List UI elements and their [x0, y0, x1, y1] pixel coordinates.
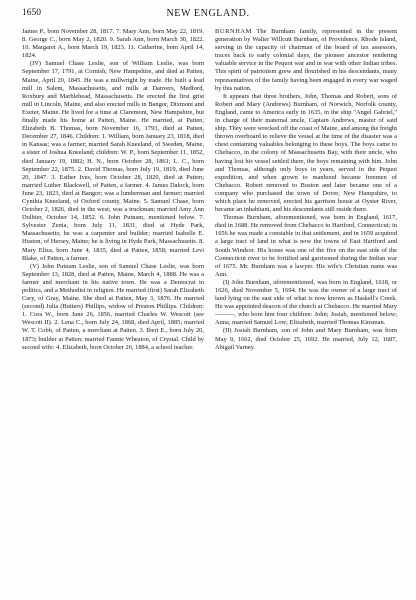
text-columns [22, 28, 397, 590]
right-paragraph-3: Thomas Burnham, aforementioned, was born in England, 1617, died in 1688. He removed from Chebacco to Hartford, Connecticut; in 1656 he was made a constable in that settlement, and in 1659 acquired a large tract of land in what is now the towns of East Hartford and South Windsor. His house was one of the five on the east side of the Connecticut river to be fortified and garrisoned during the Indian war of 1675. Mr. Burnham was a lawyer. His wife's Christian name was Ann. [215, 214, 397, 278]
left-column [22, 28, 204, 590]
right-paragraph-1 [215, 28, 397, 93]
left-paragraph-3: (V) John Putnam Leslie, son of Samuel Chase Leslie, was born September 13, 1828, died at Patten, Maine, March 4, 1888. He was a farmer and merchant in his native town. He was a Democrat in politics, and a Methodist in religion. He married (first) Sarah Elizabeth Cary, of Gray, Maine. She died at Patten, May 3, 1876. He married (second) Julia (Butters) Phillips, widow of Preston Phillips. Children: 1. Cora W., born June 26, 1856, married Charles W. Wescott (see Wescott II). 2. Lena C., born July 24, 1868, died April, 1885; married W. T. Cobb, of Patten, a merchant at Patten. 3. Ibert E., born July 20, 1873; builder at Patten; married Fannie Wheaton, of Crystal. Child by second wife: 4. Elizabeth, born October 26, 1884, a school teacher. [22, 262, 204, 351]
right-paragraph-2: It appears that three brothers, John, Thomas and Robert, sons of Robert and Mary (Andrews) Burnham, of Norwich, Norfolk county, England, came to America early in 1635, in the ship "Angel Gabriel," in charge of their maternal uncle, Captain Andrews, master of said ship. They were wrecked off the coast of Maine, and among the freight thrown overboard to relieve the vessel at the time of the disaster was a chest containing valuables belonging to these boys. The boys came to Chebacco, in the colony of Massachusetts Bay, with their uncle, who having lost his vessel settled there, the boys remaining with him. John and Thomas, although only boys in years, served in the Pequot expedition, and when grown to manhood became freemen of Chebacco. Robert removed to Boston and later became one of a company who purchased the town of Dover, New Hampshire, to which place he removed, erected his garrison house at Oyster River, became an inhabitant, and his descendants still reside there. [215, 92, 397, 214]
left-paragraph-1: James P., born November 28, 1817. 7. Mary Ann, born May 22, 1819. 8. George C., born May 2, 1820. 9. Sarah Ann, born March 30, 1822. 10. Margaret A., born March 19, 1823. 11. Catherine, born April 14, 1824. [22, 28, 204, 60]
right-paragraph-5: (II) Josiah Burnham, son of John and Mary Burnham, was born May 9, 1662, died October 25, 1692. He married, July 12, 1687, Abigail Varney. [215, 327, 397, 351]
right-paragraph-1-text: The Burnham family, represented in the present generation by Walter Willcutt Burnham, of Providence, Rhode Island, serving in the capacity of chairman of the board of tax assessors, traces back to early colonial days, the pioneer ancestor rendering valuable service in the Pequot war and in war with other Indian tribes. This spirit of patriotism grew and flourished in his descendants, many representatives of the family having been engaged in every war waged by this nation. [215, 28, 397, 92]
left-paragraph-2: (IV) Samuel Chase Leslie, son of William Leslie, was born September 17, 1791, at Cornish, New Hampshire, and died at Patten, Maine, April 20, 1845. He was a millwright by trade. He built a lead mill in Salem, Massachusetts, and mills at Danvers, Medford, Roxbury and Marblehead, Massachusetts. He erected the first grist mill in Lincoln, Maine, and also erected mills in Bangor, Dixmont and Exeter, Maine. He lived for a time at Claremont, New Hampshire, but finally made his home at Patten, Maine. He married, at Patten, Elizabeth B. Thomas, born November 16, 1793, died at Patten, December 27, 1846. Children: 1. William, born January 23, 1818, died in Kansas; was a farmer; married Sarah Kneeland, of Sweden, Maine, a sister of Joshua Kneeland; children: W. P., born September 11, 1852, died January 19, 1882; H. N., born October 28, 1861; L. C., born September 22, 1875. 2. David Thomas, born July 19, 1819, died June 20, 1847. 3. Esther Ives, born October 28, 1820, died at Patten; married Luther Blackwell, of Patten, a farmer. 4. James Dalock, born June 23, 1823, died at Bangor; was a lumberman and farmer; married Cynthia Kneeland, of Oxford county, Maine. 5. Samuel Chase, born October 2, 1826, died in the west; was a truckman; married Amy Ann Dolbier, October 14, 1852. 6. John Putnam, mentioned below. 7. Sylvester Zenia, born July 11, 1831, died at Hyde Park, Massachusetts; he was a carpenter and builder; married Isabelle E. Huston, of Hersey, Maine; he is living in Hyde Park, Massachusetts. 8. Mary Eliza, born June 4, 1835, died at Patten, 1858; married Levi Blake, of Patten, a farmer. [22, 60, 204, 262]
running-head: NEW ENGLAND. [166, 8, 250, 19]
right-paragraph-4: (I) John Burnham, aforementioned, was born in England, 1618, or 1626, died November 5, 1694. He was the owner of a large tract of land lying on the east side of what is now known as Haskell's Creek. He was appointed deacon of the church at Chebacco. He married Mary ———, who bore him four children: John; Josiah, mentioned below; Anna, married Samuel Low; Elizabeth, married Thomas Kinsman. [215, 278, 397, 327]
page-number: 1650 [22, 8, 41, 18]
right-column [215, 28, 397, 590]
page-header [22, 8, 394, 24]
family-heading: BURNHAM [215, 28, 252, 35]
